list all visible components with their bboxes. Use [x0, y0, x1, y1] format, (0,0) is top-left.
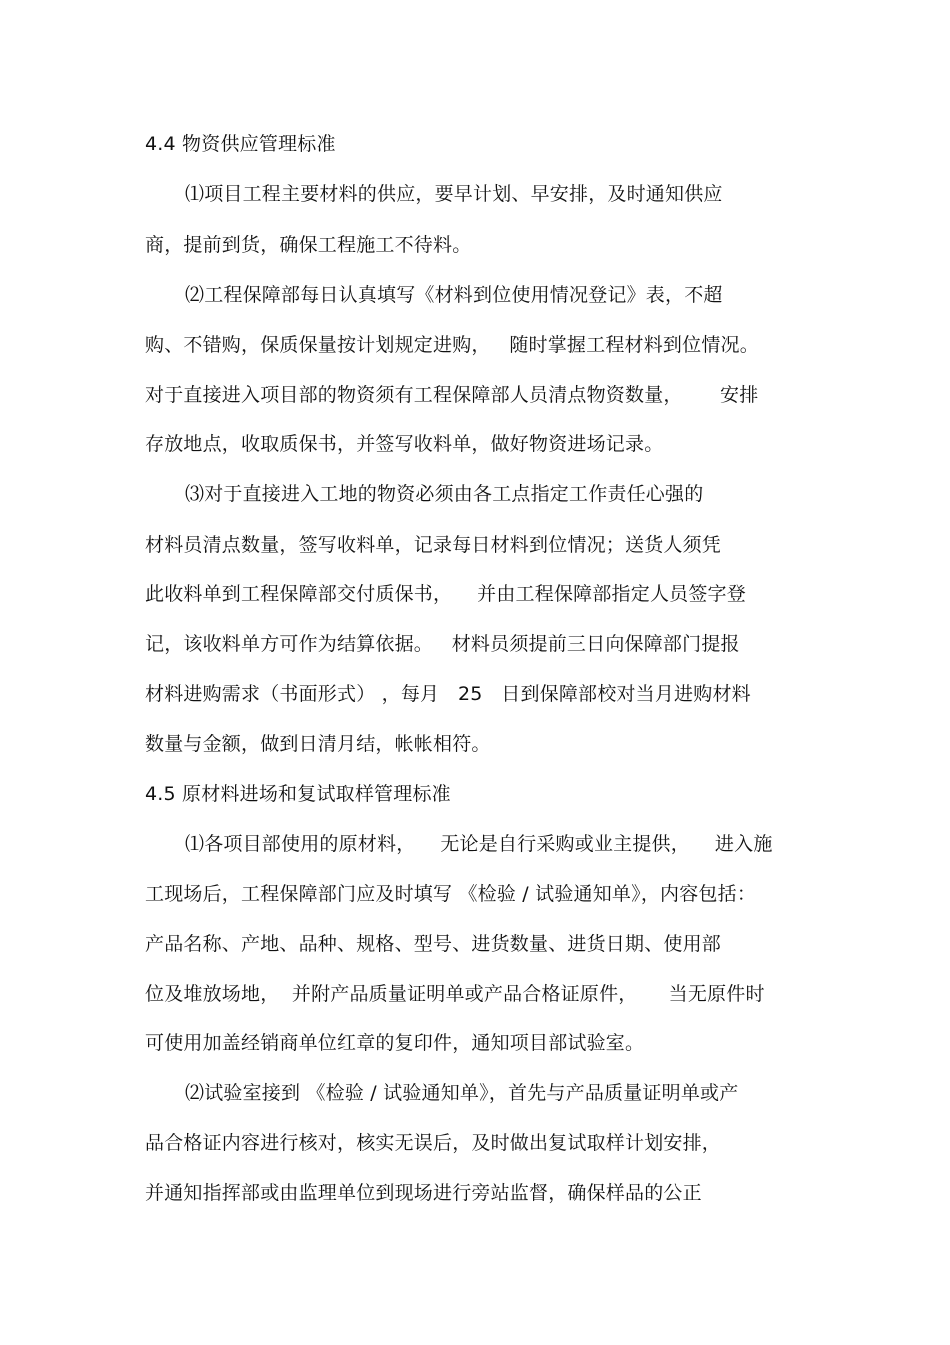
section-heading: 4.4 物资供应管理标准 [145, 133, 336, 155]
paragraph-line: 数量与金额，做到日清月结，帐帐相符。 [145, 733, 491, 755]
paragraph-line: ⑶对于直接进入工地的物资必须由各工点指定工作责任心强的 [185, 483, 704, 505]
paragraph-line: ⑵试验室接到 《检验 / 试验通知单》，首先与产品质量证明单或产 [185, 1082, 739, 1104]
paragraph-line: 工现场后，工程保障部门应及时填写 《检验 / 试验通知单》，内容包括： [145, 883, 757, 905]
paragraph-line: 此收料单到工程保障部交付质保书， 并由工程保障部指定人员签字登 [145, 583, 746, 605]
paragraph-line: 品合格证内容进行核对，核实无误后，及时做出复试取样计划安排， [145, 1132, 722, 1154]
paragraph-line: 位及堆放场地， 并附产品质量证明单或产品合格证原件， 当无原件时 [145, 983, 765, 1005]
paragraph-line: 产品名称、产地、品种、规格、型号、进货数量、进货日期、使用部 [145, 933, 722, 955]
paragraph-line: 商，提前到货，确保工程施工不待料。 [145, 234, 472, 256]
paragraph-line: 材料员清点数量，签写收料单，记录每日材料到位情况；送货人须凭 [145, 534, 722, 556]
paragraph-line: ⑴项目工程主要材料的供应，要早计划、早安排，及时通知供应 [185, 183, 723, 205]
paragraph-line: 记，该收料单方可作为结算依据。 材料员须提前三日向保障部门提报 [145, 633, 740, 655]
paragraph-line: 可使用加盖经销商单位红章的复印件，通知项目部试验室。 [145, 1032, 645, 1054]
paragraph-line: 对于直接进入项目部的物资须有工程保障部人员清点物资数量， 安排 [145, 384, 759, 406]
paragraph-line: 并通知指挥部或由监理单位到现场进行旁站监督，确保样品的公正 [145, 1182, 702, 1204]
paragraph-line: 购、不错购，保质保量按计划规定进购， 随时掌握工程材料到位情况。 [145, 334, 759, 356]
paragraph-line: 存放地点，收取质保书，并签写收料单，做好物资进场记录。 [145, 433, 664, 455]
paragraph-line: 材料进购需求（书面形式） ，每月 25 日到保障部校对当月进购材料 [145, 683, 751, 705]
paragraph-line: ⑵工程保障部每日认真填写《材料到位使用情况登记》表，不超 [185, 284, 723, 306]
section-heading: 4.5 原材料进场和复试取样管理标准 [145, 783, 451, 805]
paragraph-line: ⑴各项目部使用的原材料， 无论是自行采购或业主提供， 进入施 [185, 833, 773, 855]
